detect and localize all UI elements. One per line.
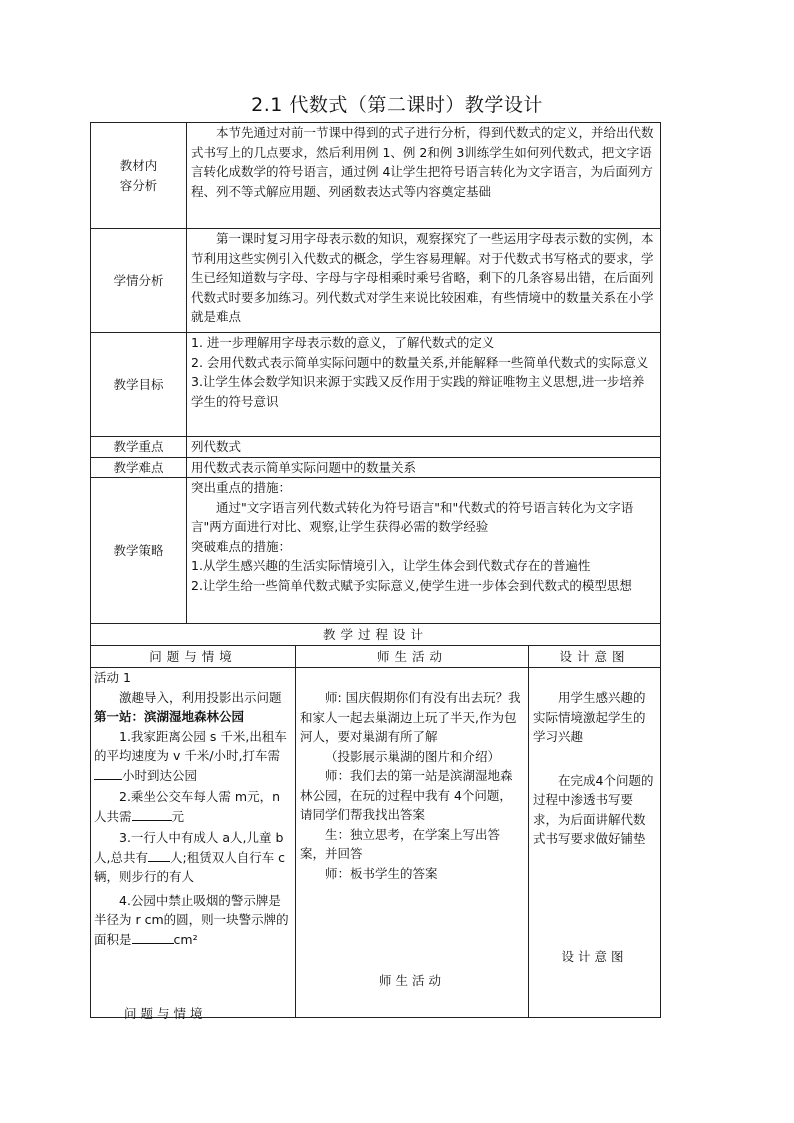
column-header-intent: 设计意图 xyxy=(529,646,661,668)
label-students: 学情分析 xyxy=(91,229,187,333)
teacher-line: 生：独立思考，在学案上写出答案，并回答 xyxy=(300,826,501,861)
label-goals: 教学目标 xyxy=(91,333,187,437)
goal-item: 3.让学生体会数学知识来源于实践又反作用于实践的辩证唯物主义思想,进一步培养学生的符号意识 xyxy=(191,374,645,409)
strategy-heading: 突出重点的措施： xyxy=(191,480,292,495)
teacher-line: 师: 国庆假期你们有没有出去玩？我和家人一起去巢湖边上玩了半天,作为包河人，要对巢湖有所了解 xyxy=(300,690,521,744)
row-process-header xyxy=(91,624,661,646)
teacher-line: 师：板书学生的答案 xyxy=(325,865,438,881)
strategy-paragraph: 通过"文字语言列代数式转化为符号语言"和"代数式的符号语言转化为文字语言"两方面进行对比、观察,让学生获得必需的数学经验 xyxy=(191,499,634,534)
column-header-problem: 问题与情境 xyxy=(91,646,296,668)
strategy-item: 1.从学生感兴趣的生活实际情境引入，让学生体会到代数式存在的普遍性 xyxy=(191,558,591,573)
goals-text xyxy=(187,333,661,437)
repeat-header-problem: 问题与情境 xyxy=(124,1006,207,1021)
teacher-line: 师：我们去的第一站是滨湖湿地森林公园，在玩的过程中我有 4个问题，请同学们帮我找出答案 xyxy=(300,768,513,822)
lesson-plan-table xyxy=(90,122,661,1018)
process-header: 教学过程设计 xyxy=(91,624,661,646)
goal-item: 1. 进一步理解用字母表示数的意义，了解代数式的定义 xyxy=(191,335,495,350)
activity-intent-cell xyxy=(529,668,661,1018)
answer-blank xyxy=(148,849,170,862)
key-point-text: 列代数式 xyxy=(187,437,661,458)
strategy-item: 2.让学生给一些简单代数式赋予实际意义,使学生进一步体会到代数式的模型思想 xyxy=(191,577,632,593)
row-column-headers xyxy=(91,646,661,668)
label-difficulty: 教学难点 xyxy=(91,457,187,478)
row-difficulty xyxy=(91,457,661,478)
activity-intro: 激趣导入，利用投影出示问题 xyxy=(119,689,282,705)
activity-problem-cell xyxy=(91,668,296,1018)
activity-title: 活动 1 xyxy=(94,670,131,685)
material-text xyxy=(187,123,661,229)
question-2: 2.乘坐公交车每人需 m元，n 人共需 元 xyxy=(94,789,280,824)
students-paragraph: 第一课时复习用字母表示数的知识，观察探究了一些运用字母表示数的实例，本节利用这些实例引入代数式的概念，学生容易理解。对于代数式书写格式的要求，学生已经知道数与字母、字母与字母相乘时乘号省略，剩下的几条容易出错，在后面列代数式时要多加练习。列代数式对学生来说比较困难，有些情境中的数量关系在小学就是难点 xyxy=(191,231,654,324)
students-text xyxy=(187,229,661,333)
intent-line: 在完成4个问题的过程中渗透书写要求，为后面讲解代数式书写要求做好铺垫 xyxy=(533,772,654,846)
question-4: 4.公园中禁止吸烟的警示牌是半径为 r cm的圆，则一块警示牌的面积是 cm² xyxy=(94,892,289,947)
repeat-header-intent: 设计意图 xyxy=(561,948,628,964)
row-material xyxy=(91,123,661,229)
row-goals xyxy=(91,333,661,437)
page-title: 2.1 代数式（第二课时）教学设计 xyxy=(251,94,543,116)
row-activity xyxy=(91,668,661,1018)
material-paragraph: 本节先通过对前一节课中得到的式子进行分析，得到代数式的定义，并给出代数式书写上的几点要求，然后利用例 1、例 2和例 3训练学生如何列代数式，把文字语言转化成数学的符号语言，通过例 4让学生把符号语言转化为文字语言，为后面列方程、列不等式解应用题、列函数表达式等内容奠定基础 xyxy=(191,125,654,199)
teacher-line: （投影展示巢湖的图片和介绍） xyxy=(325,748,501,764)
difficulty-text: 用代数式表示简单实际问题中的数量关系 xyxy=(187,457,661,478)
column-header-activity: 师生活动 xyxy=(296,646,529,668)
answer-blank xyxy=(132,931,174,944)
activity-teacher-cell xyxy=(296,668,529,1018)
activity-station: 第一站：滨湖湿地森林公园 xyxy=(94,709,245,724)
intent-line: 用学生感兴趣的实际情境激起学生的学习兴趣 xyxy=(533,690,646,744)
label-key-point: 教学重点 xyxy=(91,437,187,458)
goal-item: 2. 会用代数式表示简单实际问题中的数量关系,并能解释一些简单代数式的实际意义 xyxy=(191,354,649,370)
row-strategy xyxy=(91,478,661,624)
repeat-header-activity: 师生活动 xyxy=(378,973,445,988)
label-line: 容分析 xyxy=(119,177,158,193)
row-students xyxy=(91,229,661,333)
question-1: 1.我家距离公园 s 千米,出租车的平均速度为 v 千米/小时,打车需小时到达公园 xyxy=(94,728,287,783)
strategy-text xyxy=(187,478,661,624)
answer-blank xyxy=(94,767,122,780)
row-key-point xyxy=(91,437,661,458)
question-3: 3.一行人中有成人 a人,儿童 b人,总共有 人;租赁双人自行车 c 辆，则步行的有人 xyxy=(94,830,286,884)
answer-blank xyxy=(132,808,172,821)
label-line: 教材内 xyxy=(119,158,158,173)
label-material xyxy=(91,123,187,229)
label-strategy: 教学策略 xyxy=(91,478,187,624)
strategy-heading: 突破难点的措施： xyxy=(191,538,292,554)
